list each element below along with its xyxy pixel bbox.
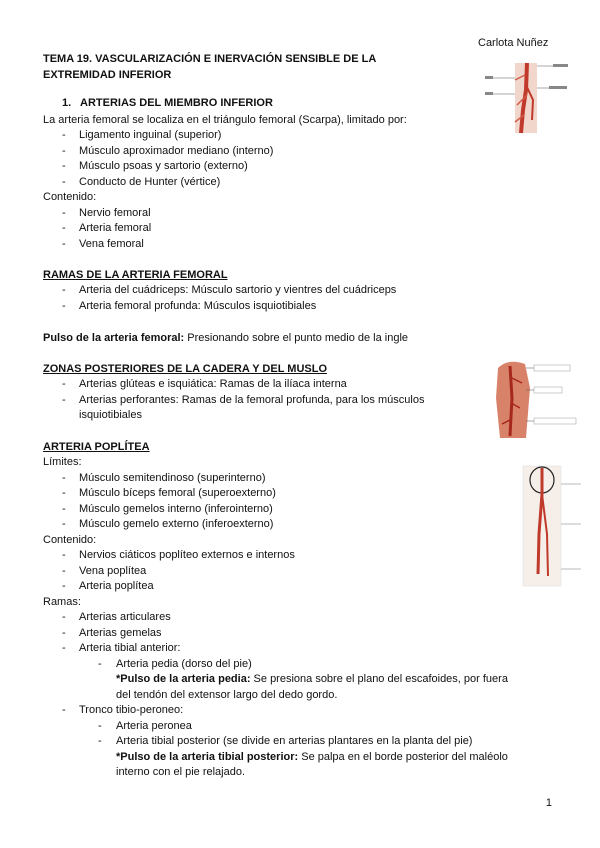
label-box	[534, 365, 570, 371]
section-1-title: ARTERIAS DEL MIEMBRO INFERIOR	[80, 97, 273, 109]
list-item: Arterias articulares	[79, 611, 171, 623]
label-box	[534, 387, 562, 393]
list-item: Músculo psoas y sartorio (externo)	[79, 160, 248, 172]
pulso-femoral-text: Presionando sobre el punto medio de la ingle	[184, 332, 409, 344]
bullet: -	[62, 145, 66, 157]
list-item: Vena poplítea	[79, 565, 147, 577]
pulso-femoral	[43, 331, 408, 347]
pulso-pedia-label: *Pulso de la arteria pedia:	[116, 673, 251, 685]
bullet: -	[62, 238, 66, 250]
list-item: Arteria poplítea	[79, 580, 154, 592]
title-line-1: TEMA 19. VASCULARIZACIÓN E INERVACIÓN SENSIBLE DE LA	[43, 53, 377, 65]
bullet: -	[62, 565, 66, 577]
list-item: Arterias perforantes: Ramas de la femoral profunda, para los músculos	[79, 394, 425, 406]
list-item: Vena femoral	[79, 238, 144, 250]
bullet: -	[62, 300, 66, 312]
posterior-thigh-figure	[490, 358, 582, 440]
bullet: -	[62, 487, 66, 499]
list-item: Músculo bíceps femoral (superoexterno)	[79, 487, 276, 499]
section-1-number: 1.	[62, 97, 72, 109]
bullet: -	[62, 160, 66, 172]
label-placeholder	[485, 76, 493, 79]
label-placeholder	[485, 92, 493, 95]
bullet: -	[62, 518, 66, 530]
document-title	[43, 51, 443, 83]
pulso-tibial-text: Se palpa en el borde posterior del maléolo	[298, 751, 508, 763]
bullet: -	[62, 394, 66, 406]
pulso-pedia-continuation: del tendón del extensor largo del dedo gordo.	[116, 689, 338, 701]
bullet: -	[62, 627, 66, 639]
label-placeholder	[553, 64, 568, 67]
page-number: 1	[545, 797, 552, 809]
ramas-label: Ramas:	[43, 596, 81, 608]
list-item: Músculo gemelos interno (inferointerno)	[79, 503, 273, 515]
ramas-femoral-heading: RAMAS DE LA ARTERIA FEMORAL	[43, 269, 228, 281]
list-item: Arteria femoral	[79, 222, 152, 234]
bullet: -	[62, 284, 66, 296]
popliteal-artery-figure	[521, 464, 591, 589]
list-item: Ligamento inguinal (superior)	[79, 129, 222, 141]
list-item: Arteria peronea	[116, 720, 192, 732]
pulso-pedia-text: Se presiona sobre el plano del escafoides, por fuera	[250, 673, 508, 685]
title-line-2: EXTREMIDAD INFERIOR	[43, 69, 172, 81]
list-item: Arteria tibial posterior (se divide en arterias plantares en la planta del pie)	[116, 735, 473, 747]
label-placeholder	[549, 86, 567, 89]
pulso-femoral-label: Pulso de la arteria femoral:	[43, 332, 185, 344]
bullet: -	[98, 720, 102, 732]
contenido-label: Contenido:	[43, 534, 97, 546]
poplitea-heading: ARTERIA POPLÍTEA	[43, 441, 150, 453]
bullet: -	[62, 580, 66, 592]
pulso-tibial-continuation: interno con el pie relajado.	[116, 766, 246, 778]
bullet: -	[62, 611, 66, 623]
list-item: Nervio femoral	[79, 207, 151, 219]
list-item: Nervios ciáticos poplíteo externos e internos	[79, 549, 295, 561]
list-item: Músculo aproximador mediano (interno)	[79, 145, 274, 157]
list-item: Músculo semitendinoso (superinterno)	[79, 472, 266, 484]
femoral-artery-figure	[485, 60, 570, 135]
bullet: -	[62, 176, 66, 188]
contenido-label: Contenido:	[43, 191, 97, 203]
list-item: Tronco tibio-peroneo:	[79, 704, 184, 716]
list-item: Conducto de Hunter (vértice)	[79, 176, 221, 188]
limites-label: Límites:	[43, 456, 82, 468]
bullet: -	[62, 472, 66, 484]
bullet: -	[62, 704, 66, 716]
list-item: Arteria tibial anterior:	[79, 642, 181, 654]
pulso-pedia	[116, 672, 508, 688]
list-item: Arteria femoral profunda: Músculos isquiotibiales	[79, 300, 317, 312]
pulso-tibial	[116, 750, 508, 766]
pulso-tibial-label: *Pulso de la arteria tibial posterior:	[116, 751, 299, 763]
bullet: -	[62, 222, 66, 234]
list-item-continuation: isquiotibiales	[79, 409, 142, 421]
bullet: -	[62, 503, 66, 515]
bullet: -	[62, 642, 66, 654]
bullet: -	[98, 658, 102, 670]
list-item: Arteria pedia (dorso del pie)	[116, 658, 252, 670]
list-item: Músculo gemelo externo (inferoexterno)	[79, 518, 274, 530]
list-item: Arterias gemelas	[79, 627, 162, 639]
bullet: -	[62, 207, 66, 219]
author-name: Carlota Nuñez	[478, 37, 549, 49]
zonas-posteriores-heading: ZONAS POSTERIORES DE LA CADERA Y DEL MUSLO	[43, 363, 327, 375]
list-item: Arteria del cuádriceps: Músculo sartorio y vientres del cuádriceps	[79, 284, 397, 296]
bullet: -	[98, 735, 102, 747]
list-item: Arterias glúteas e isquiática: Ramas de la ilíaca interna	[79, 378, 347, 390]
section-1-intro: La arteria femoral se localiza en el triángulo femoral (Scarpa), limitado por:	[43, 114, 407, 126]
bullet: -	[62, 129, 66, 141]
bullet: -	[62, 378, 66, 390]
section-1-heading	[62, 97, 273, 109]
label-box	[534, 418, 576, 424]
bullet: -	[62, 549, 66, 561]
